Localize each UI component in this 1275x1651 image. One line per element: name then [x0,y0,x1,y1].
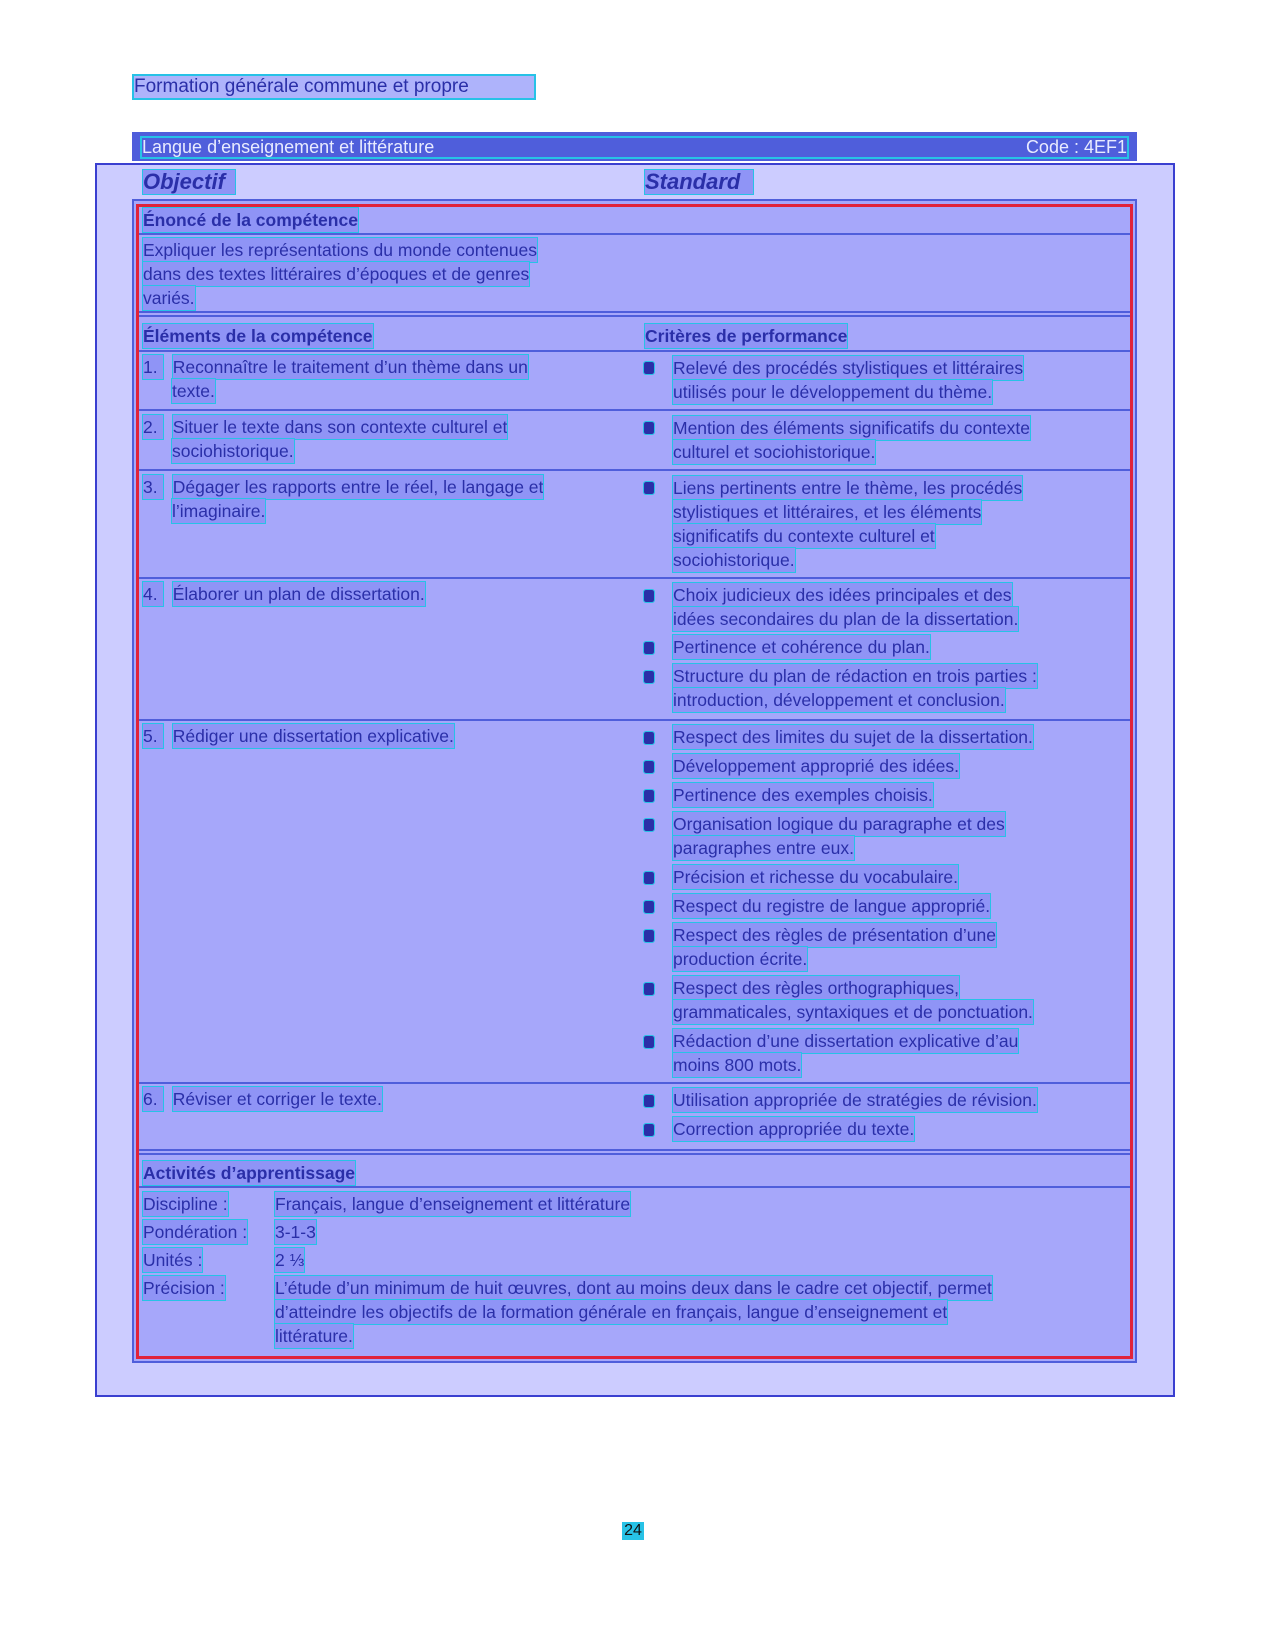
bullet-icon [644,930,654,942]
critere-2: Mention des éléments significatifs du contexte culturel et sociohistorique. [673,418,1030,462]
enonce-text: Expliquer les représentations du monde contenues dans des textes littéraires d’époques et de genres variés. [143,240,537,308]
bullet-icon [644,590,654,602]
element-5: 5. Rédiger une dissertation explicative. [143,726,454,746]
critere-10: Organisation logique du paragraphe et des paragraphes entre eux. [673,814,1005,858]
element-4: 4. Élaborer un plan de dissertation. [143,584,425,604]
activites-title: Activités d’apprentissage [143,1163,356,1183]
critere-3: Liens pertinents entre le thème, les procédés stylistiques et littéraires, et les éléments significatifs du contexte culturel et sociohistorique. [673,478,1023,570]
bullet-icon [644,761,654,773]
elements-header: Éléments de la compétence [143,326,373,346]
critere-16: Utilisation appropriée de stratégies de révision. [673,1090,1037,1110]
bullet-icon [644,671,654,683]
critere-6: Structure du plan de rédaction en trois parties : introduction, développement et conclusion. [673,666,1037,710]
critere-8: Développement approprié des idées. [673,756,960,776]
bullet-icon [644,901,654,913]
critere-11: Précision et richesse du vocabulaire. [673,867,959,887]
critere-9: Pertinence des exemples choisis. [673,785,933,805]
bullet-icon [644,819,654,831]
bullet-icon [644,1095,654,1107]
course-title-bar [132,132,1137,161]
precision-label: Précision : [143,1278,225,1298]
course-code: Code : 4EF1 [1025,137,1127,157]
bullet-icon [644,983,654,995]
element-3: 3. Dégager les rapports entre le réel, le langage et l’imaginaire. [143,477,544,521]
critere-13: Respect des règles de présentation d’une production écrite. [673,925,996,969]
criteres-header: Critères de performance [645,326,848,346]
bullet-icon [644,642,654,654]
bullet-icon [644,872,654,884]
standard-header: Standard [645,170,753,194]
critere-17: Correction appropriée du texte. [673,1119,915,1139]
bullet-icon [644,482,654,494]
precision-value: L’étude d’un minimum de huit œuvres, dont au moins deux dans le cadre cet objectif, permet d’atteindre les objectifs de la formation générale en français, langue d’enseignement et littérature. [275,1278,992,1346]
bullet-icon [644,362,654,374]
discipline-value: Français, langue d’enseignement et littérature [275,1194,631,1214]
enonce-title: Énoncé de la compétence [143,210,358,230]
element-2: 2. Situer le texte dans son contexte culturel et sociohistorique. [143,417,508,461]
critere-5: Pertinence et cohérence du plan. [673,637,930,657]
document-heading: Formation générale commune et propre [134,76,534,98]
critere-7: Respect des limites du sujet de la dissertation. [673,727,1033,747]
course-title: Langue d’enseignement et littérature [142,137,435,157]
critere-4: Choix judicieux des idées principales et des idées secondaires du plan de la dissertation. [673,585,1019,629]
element-1: 1. Reconnaître le traitement d’un thème dans un texte. [143,357,528,401]
page-number: 24 [622,1522,644,1540]
critere-1: Relevé des procédés stylistiques et littéraires utilisés pour le développement du thème. [673,358,1024,402]
unites-value: 2 ⅓ [275,1250,305,1270]
unites-label: Unités : [143,1250,203,1270]
critere-14: Respect des règles orthographiques, grammaticales, syntaxiques et de ponctuation. [673,978,1033,1022]
element-6: 6. Réviser et corriger le texte. [143,1089,382,1109]
objectif-header: Objectif [143,170,235,194]
ponderation-label: Pondération : [143,1222,248,1242]
critere-15: Rédaction d’une dissertation explicative d’au moins 800 mots. [673,1031,1019,1075]
discipline-label: Discipline : [143,1194,228,1214]
critere-12: Respect du registre de langue approprié. [673,896,991,916]
bullet-icon [644,732,654,744]
bullet-icon [644,1036,654,1048]
bullet-icon [644,422,654,434]
bullet-icon [644,1124,654,1136]
ponderation-value: 3-1-3 [275,1222,316,1242]
bullet-icon [644,790,654,802]
